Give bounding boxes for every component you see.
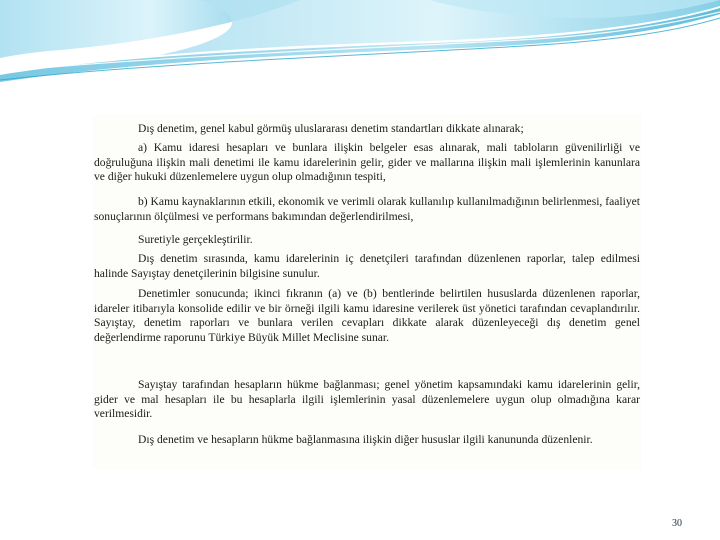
header-swoosh-decoration [0,0,720,90]
paragraph-other-matters: Dış denetim ve hesapların hükme bağlanmasına ilişkin diğer hususlar ilgili kanununda düzenlenir. [138,433,593,446]
paragraph-accounts-judgment: Sayıştay tarafından hesapların hükme bağlanması; genel yönetim kapsamındaki kamu idarelerinin gelir, gider ve mal hesapları ile bu hesaplarla ilgili işlemlerinin yasal düzenlemelere uygun olup olmadığına karar verilmesidir. [94,378,640,421]
page-number: 30 [672,518,682,529]
document-scan [94,116,640,468]
paragraph-item-b: b) Kamu kaynaklarının etkili, ekonomik ve verimli olarak kullanılıp kullanılmadığının belirlenmesi, faaliyet sonuçlarının ölçülmesi ve performans bakımından değerlendirilmesi, [94,195,640,223]
paragraph-reports: Denetimler sonucunda; ikinci fıkranın (a) ve (b) bentlerinde belirtilen hususlarda düzenlenen raporlar, idareler itibarıyla konsolide edilir ve bir örneği ilgili kamu idaresine verilerek üst yönetici tarafından cevaplandırılır. Sayıştay, denetim raporları ve bunlara verilen cevapları dikkate alarak düzenleyeceği dış denetim genel değerlendirme raporunu Türkiye Büyük Millet Meclisine sunar. [94,287,640,344]
paragraph-item-a: a) Kamu idaresi hesapları ve bunlara ilişkin belgeler esas alınarak, mali tabloların güvenilirliği ve doğruluğuna ilişkin mali denetimi ile kamu idarelerinin gelir, gider ve mallarına ilişkin mali işlemlerinin kanunlara ve diğer hukuki düzenlemelere uygun olup olmadığının tespiti, [94,141,640,184]
paragraph-intro: Dış denetim, genel kabul görmüş uluslararası denetim standartları dikkate alınarak; [138,122,524,135]
paragraph-conclusion: Suretiyle gerçekleştirilir. [138,233,253,246]
paragraph-internal-audit: Dış denetim sırasında, kamu idarelerinin iç denetçileri tarafından düzenlenen raporlar, talep edilmesi halinde Sayıştay denetçilerinin bilgisine sunulur. [94,252,640,280]
